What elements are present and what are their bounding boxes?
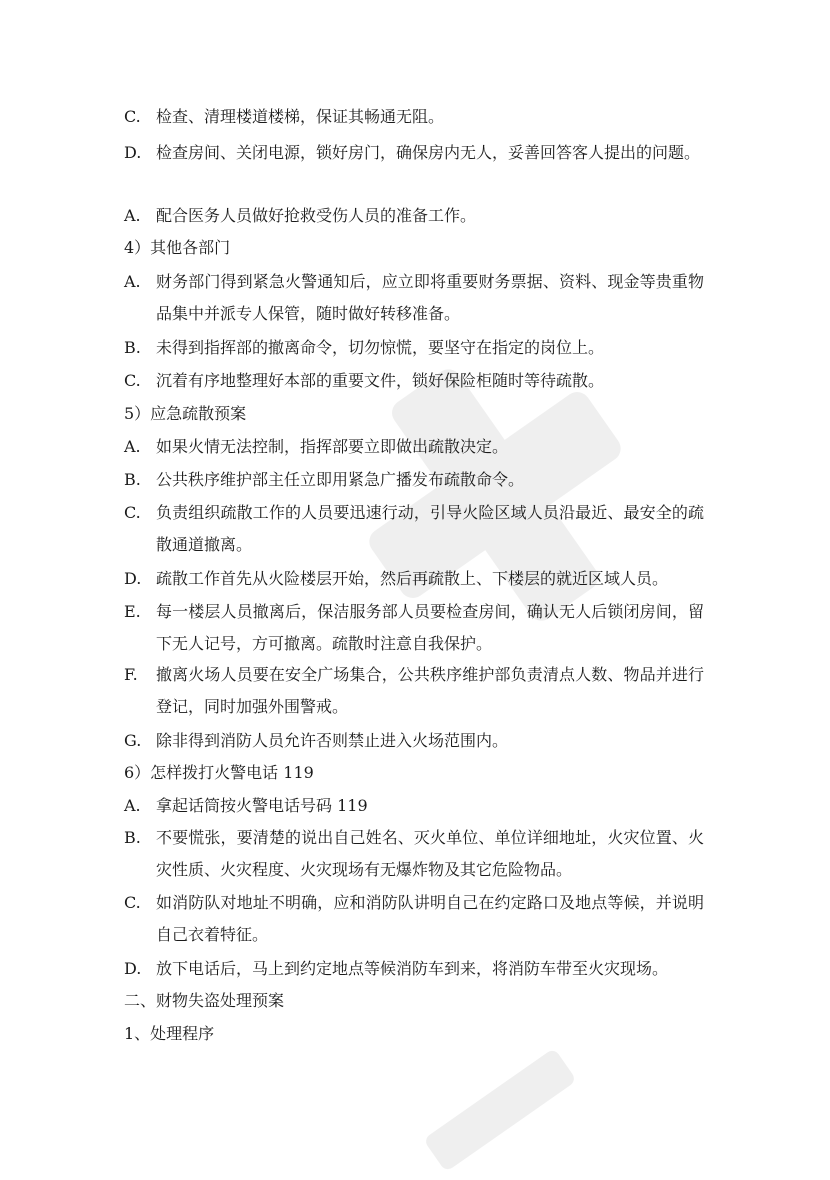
item-text: 如消防队对地址不明确，应和消防队讲明自己在约定路口及地点等候，并说明自己衣着特征。 [156, 893, 704, 944]
item-label: C. [124, 107, 141, 126]
item-text: 疏散工作首先从火险楼层开始，然后再疏散上、下楼层的就近区域人员。 [156, 569, 669, 588]
item-label: C. [124, 893, 141, 912]
section-heading: 二、财物失盗处理预案 [124, 991, 285, 1010]
item-text: 公共秩序维护部主任立即用紧急广播发布疏散命令。 [156, 470, 525, 489]
item-text: 负责组织疏散工作的人员要迅速行动，引导火险区域人员沿最近、最安全的疏散通道撤离。 [156, 503, 704, 554]
item-text: 财务部门得到紧急火警通知后，应立即将重要财务票据、资料、现金等贵重物品集中并派专人保管，随时做好转移准备。 [156, 272, 704, 323]
item-text: 检查、清理楼道楼梯，保证其畅通无阻。 [156, 107, 445, 126]
section-heading: 6）怎样拨打火警电话 119 [124, 763, 314, 782]
item-text: 检查房间、关闭电源，锁好房门，确保房内无人，妥善回答客人提出的问题。 [156, 143, 701, 162]
item-label: A. [124, 437, 141, 456]
item-text: 放下电话后，马上到约定地点等候消防车到来，将消防车带至火灾现场。 [156, 959, 669, 978]
section-heading: 5）应急疏散预案 [124, 404, 247, 423]
item-label: D. [124, 569, 142, 588]
item-label: B. [124, 828, 141, 847]
item-label: C. [124, 371, 141, 390]
item-text: 拿起话筒按火警电话号码 119 [156, 796, 368, 815]
item-label: C. [124, 503, 141, 522]
item-text: 除非得到消防人员允许否则禁止进入火场范围内。 [156, 731, 509, 750]
watermark-logo-bottom [400, 1040, 600, 1180]
item-text: 沉着有序地整理好本部的重要文件，锁好保险柜随时等待疏散。 [156, 371, 605, 390]
item-text: 每一楼层人员撤离后，保洁服务部人员要检查房间，确认无人后锁闭房间，留下无人记号，方可撤离。疏散时注意自我保护。 [156, 602, 704, 653]
item-label: A. [124, 272, 141, 291]
item-text: 未得到指挥部的撤离命令，切勿惊慌，要坚守在指定的岗位上。 [156, 338, 605, 357]
item-text: 撤离火场人员要在安全广场集合，公共秩序维护部负责清点人数、物品并进行登记，同时加强外围警戒。 [156, 665, 704, 716]
item-label: G. [124, 731, 142, 750]
item-label: E. [124, 602, 141, 621]
item-text: 不要慌张，要清楚的说出自己姓名、灭火单位、单位详细地址，火灾位置、火灾性质、火灾程度、火灾现场有无爆炸物及其它危险物品。 [156, 828, 704, 879]
item-text: 如果火情无法控制，指挥部要立即做出疏散决定。 [156, 437, 509, 456]
item-label: D. [124, 959, 142, 978]
item-text: 配合医务人员做好抢救受伤人员的准备工作。 [156, 206, 477, 225]
section-heading: 4）其他各部门 [124, 238, 231, 257]
item-label: B. [124, 338, 141, 357]
section-heading: 1、处理程序 [124, 1024, 215, 1043]
item-label: F. [124, 665, 138, 684]
item-label: A. [124, 206, 141, 225]
item-label: D. [124, 143, 142, 162]
item-label: A. [124, 796, 141, 815]
item-label: B. [124, 470, 141, 489]
